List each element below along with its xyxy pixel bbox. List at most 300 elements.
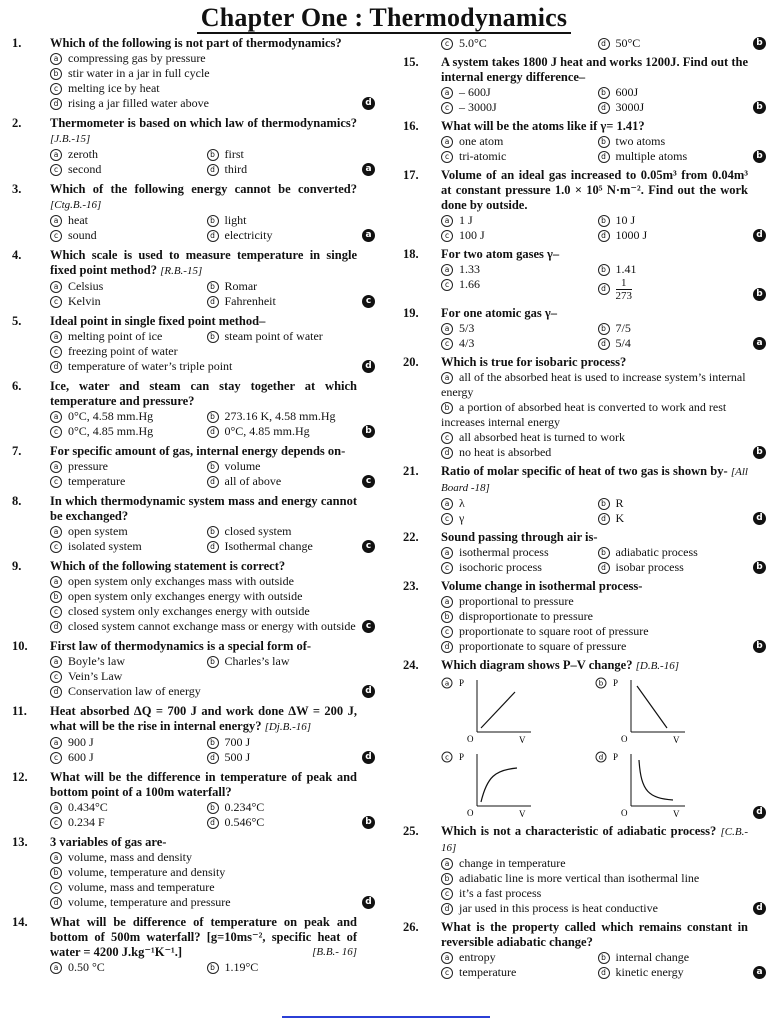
question-text-content: For specific amount of gas, internal energy depends on- xyxy=(50,444,346,458)
page-title xyxy=(0,3,768,33)
answer-badge: b xyxy=(753,288,766,301)
option-item[interactable] xyxy=(441,594,748,609)
option-marker-icon: d xyxy=(598,338,610,350)
option-marker-icon: c xyxy=(50,296,62,308)
option-text: Fahrenheit xyxy=(224,294,276,308)
option-item[interactable] xyxy=(207,279,358,294)
option-marker-icon: c xyxy=(441,338,453,350)
option-marker-icon: a xyxy=(50,737,62,749)
option-item[interactable] xyxy=(207,213,358,228)
option-text: freezing point of water xyxy=(68,344,178,358)
option-item[interactable] xyxy=(50,895,357,910)
question-text xyxy=(50,639,357,654)
option-item[interactable] xyxy=(50,162,201,177)
right-column xyxy=(403,36,763,984)
option-text: Vein’s Law xyxy=(68,669,123,683)
option-marker-icon: b xyxy=(207,461,219,473)
option-text: no heat is absorbed xyxy=(459,445,552,459)
option-item[interactable] xyxy=(441,100,592,115)
question-text xyxy=(50,559,357,574)
option-item[interactable] xyxy=(207,228,358,243)
option-item[interactable] xyxy=(441,445,748,460)
option-marker-icon: c xyxy=(441,432,453,444)
option-item[interactable] xyxy=(598,213,749,228)
question-number: 2. xyxy=(12,116,22,130)
option-text: isothermal process xyxy=(459,545,549,559)
option-item[interactable] xyxy=(50,604,357,619)
option-item[interactable] xyxy=(50,654,201,669)
option-marker-icon: a xyxy=(50,576,62,588)
question-text-content: Which diagram shows P–V change? xyxy=(441,658,633,672)
option-item[interactable] xyxy=(50,294,201,309)
option-marker-icon: c xyxy=(50,882,62,894)
option-item[interactable] xyxy=(207,294,358,309)
options-list xyxy=(441,950,748,980)
option-marker-icon: d xyxy=(207,164,219,176)
option-item[interactable] xyxy=(598,134,749,149)
option-item[interactable] xyxy=(441,277,592,302)
question-text xyxy=(50,915,357,960)
option-marker-icon: c xyxy=(50,541,62,553)
question-text xyxy=(441,824,748,856)
option-item[interactable] xyxy=(441,886,748,901)
question-number: 3. xyxy=(12,182,22,196)
option-item[interactable] xyxy=(207,654,358,669)
option-marker-icon: c xyxy=(50,426,62,438)
option-item[interactable] xyxy=(50,51,357,66)
options-list xyxy=(441,321,748,351)
svg-text:P: P xyxy=(612,752,618,762)
option-text: Boyle’s law xyxy=(68,654,125,668)
option-marker-icon: d xyxy=(207,541,219,553)
option-item[interactable] xyxy=(598,149,749,164)
option-text: 1 J xyxy=(459,213,473,227)
option-item[interactable] xyxy=(598,950,749,965)
option-item[interactable] xyxy=(50,459,201,474)
option-text: rising a jar filled water above xyxy=(68,96,209,110)
option-item[interactable] xyxy=(441,213,592,228)
option-marker-icon: c xyxy=(50,83,62,95)
question-item xyxy=(403,36,763,51)
option-item[interactable] xyxy=(207,539,358,554)
pv-graph-option[interactable] xyxy=(595,676,749,746)
question-number: 21. xyxy=(403,464,419,478)
option-item[interactable] xyxy=(441,511,592,526)
question-text-content: Volume change in isothermal process- xyxy=(441,579,643,593)
option-item[interactable] xyxy=(441,950,592,965)
option-item[interactable] xyxy=(50,409,201,424)
answer-badge: d xyxy=(362,896,375,909)
fraction-numerator: 1 xyxy=(616,277,633,290)
question-number: 1. xyxy=(12,36,22,50)
option-item[interactable] xyxy=(207,329,358,344)
option-text: – 3000J xyxy=(459,100,497,114)
question-item xyxy=(403,824,763,916)
options-list xyxy=(441,545,748,575)
option-text: all of above xyxy=(224,474,282,488)
option-marker-icon: b xyxy=(598,323,610,335)
option-item[interactable] xyxy=(50,589,357,604)
option-item[interactable] xyxy=(441,430,748,445)
option-item[interactable] xyxy=(50,850,357,865)
option-item[interactable] xyxy=(50,424,201,439)
option-item[interactable] xyxy=(207,147,358,162)
svg-text:V: V xyxy=(519,735,526,745)
question-text xyxy=(50,36,357,51)
option-item[interactable] xyxy=(207,815,358,830)
option-item[interactable] xyxy=(50,147,201,162)
answer-badge: d xyxy=(753,512,766,525)
question-text xyxy=(441,658,748,674)
option-marker-icon: d xyxy=(598,38,610,50)
option-item[interactable] xyxy=(50,880,357,895)
option-item[interactable] xyxy=(441,149,592,164)
option-item[interactable] xyxy=(207,162,358,177)
question-item xyxy=(12,314,372,374)
option-item[interactable] xyxy=(598,36,749,51)
option-item[interactable] xyxy=(598,100,749,115)
option-marker-icon: a xyxy=(441,858,453,870)
question-number: 6. xyxy=(12,379,22,393)
question-text xyxy=(50,248,357,279)
option-text: 0.234°C xyxy=(224,800,265,814)
option-marker-icon: c xyxy=(50,606,62,618)
option-item[interactable] xyxy=(598,228,749,243)
question-number: 25. xyxy=(403,824,419,838)
option-text: Conservation law of energy xyxy=(68,684,201,698)
option-marker-icon: b xyxy=(207,149,219,161)
option-item[interactable] xyxy=(441,871,748,886)
option-text: Kelvin xyxy=(68,294,101,308)
option-marker-icon: d xyxy=(50,361,62,373)
option-text: two atoms xyxy=(615,134,666,148)
pv-diagram-options xyxy=(441,676,748,820)
option-marker-icon: a xyxy=(441,372,453,384)
question-number: 5. xyxy=(12,314,22,328)
pv-graph-option[interactable] xyxy=(595,750,749,820)
pv-graph xyxy=(441,750,551,820)
option-item[interactable] xyxy=(50,960,201,975)
question-number: 16. xyxy=(403,119,419,133)
options-list xyxy=(50,213,357,243)
option-item[interactable] xyxy=(441,321,592,336)
option-item[interactable] xyxy=(598,511,749,526)
option-item[interactable] xyxy=(207,474,358,489)
answer-badge: d xyxy=(362,685,375,698)
option-text: closed system only exchanges energy with outside xyxy=(68,604,310,618)
question-item xyxy=(403,247,763,302)
option-item[interactable] xyxy=(441,496,592,511)
option-text: λ xyxy=(459,496,465,510)
option-item[interactable] xyxy=(50,669,357,684)
svg-text:O: O xyxy=(620,808,627,818)
question-item xyxy=(403,530,763,575)
option-item[interactable] xyxy=(441,609,748,624)
question-source: [D.B.-16] xyxy=(635,660,679,672)
option-text: adiabatic line is more vertical than isothermal line xyxy=(459,871,700,885)
question-item xyxy=(12,494,372,554)
option-text: 0.50 °C xyxy=(68,960,105,974)
option-text: 273.16 K, 4.58 mm.Hg xyxy=(224,409,336,423)
option-item[interactable] xyxy=(50,524,201,539)
fraction-denominator: 273 xyxy=(615,290,632,302)
option-marker-icon: c xyxy=(441,230,453,242)
option-text: light xyxy=(224,213,247,227)
footer-link-line[interactable] xyxy=(282,1016,490,1018)
option-item[interactable] xyxy=(441,624,748,639)
question-number: 23. xyxy=(403,579,419,593)
option-marker-icon: a xyxy=(50,461,62,473)
option-item[interactable] xyxy=(50,279,201,294)
question-text xyxy=(441,55,748,85)
options-list xyxy=(50,279,357,309)
option-text: adiabatic process xyxy=(615,545,698,559)
options-list xyxy=(441,134,748,164)
option-item[interactable] xyxy=(50,865,357,880)
option-item[interactable] xyxy=(441,901,748,916)
option-item[interactable] xyxy=(50,66,357,81)
svg-text:d: d xyxy=(598,753,603,762)
option-item[interactable] xyxy=(441,85,592,100)
option-item[interactable] xyxy=(598,965,749,980)
options-list xyxy=(50,735,357,765)
svg-text:a: a xyxy=(444,679,450,688)
answer-badge: b xyxy=(753,37,766,50)
option-item[interactable] xyxy=(598,85,749,100)
option-item[interactable] xyxy=(50,684,357,699)
option-marker-icon: a xyxy=(50,149,62,161)
question-text xyxy=(50,494,357,524)
option-item[interactable] xyxy=(441,400,748,430)
question-text-content: 3 variables of gas are- xyxy=(50,835,167,849)
option-marker-icon: b xyxy=(207,215,219,227)
question-number: 12. xyxy=(12,770,28,784)
option-item[interactable] xyxy=(207,750,358,765)
option-marker-icon: d xyxy=(50,897,62,909)
option-text: heat xyxy=(68,213,88,227)
answer-badge: d xyxy=(362,360,375,373)
option-text: multiple atoms xyxy=(615,149,688,163)
option-marker-icon: a xyxy=(441,87,453,99)
question-text-content: In which thermodynamic system mass and energy cannot be exchanged? xyxy=(50,494,357,523)
option-text: stir water in a jar in full cycle xyxy=(68,66,210,80)
option-item[interactable] xyxy=(207,409,358,424)
answer-badge: b xyxy=(753,150,766,163)
option-item[interactable] xyxy=(441,370,748,400)
option-item[interactable] xyxy=(441,336,592,351)
option-item[interactable] xyxy=(50,750,201,765)
question-item xyxy=(403,579,763,654)
answer-badge: d xyxy=(753,229,766,242)
option-text: sound xyxy=(68,228,97,242)
option-item[interactable] xyxy=(441,639,748,654)
option-marker-icon: d xyxy=(441,447,453,459)
option-marker-icon: d xyxy=(207,752,219,764)
option-text: 0°C, 4.58 mm.Hg xyxy=(68,409,154,423)
option-marker-icon: d xyxy=(207,296,219,308)
option-marker-icon: a xyxy=(50,215,62,227)
option-marker-icon: c xyxy=(50,671,62,683)
question-text xyxy=(441,530,748,545)
options-list xyxy=(50,524,357,554)
question-text-content: Sound passing through air is- xyxy=(441,530,598,544)
option-marker-icon: d xyxy=(207,230,219,242)
option-item[interactable] xyxy=(441,228,592,243)
option-item[interactable] xyxy=(598,560,749,575)
question-text-content: Which of the following is not part of thermodynamics? xyxy=(50,36,342,50)
option-text: steam point of water xyxy=(224,329,323,343)
option-marker-icon: b xyxy=(207,281,219,293)
question-number: 19. xyxy=(403,306,419,320)
option-marker-icon: a xyxy=(50,53,62,65)
option-item[interactable] xyxy=(441,856,748,871)
option-item[interactable] xyxy=(50,359,357,374)
option-item[interactable] xyxy=(441,36,592,51)
svg-text:O: O xyxy=(467,808,474,818)
question-item xyxy=(403,306,763,351)
option-item[interactable] xyxy=(50,735,201,750)
option-item[interactable] xyxy=(207,524,358,539)
option-item[interactable] xyxy=(50,344,357,359)
option-marker-icon: b xyxy=(50,591,62,603)
option-marker-icon: c xyxy=(50,476,62,488)
question-text-content: Which is true for isobaric process? xyxy=(441,355,627,369)
option-item[interactable] xyxy=(598,545,749,560)
option-item[interactable] xyxy=(207,800,358,815)
svg-text:P: P xyxy=(612,678,618,688)
option-marker-icon: d xyxy=(598,562,610,574)
option-item[interactable] xyxy=(441,545,592,560)
question-number: 18. xyxy=(403,247,419,261)
svg-text:O: O xyxy=(467,734,474,744)
option-item[interactable] xyxy=(50,228,201,243)
option-text: 5.0°C xyxy=(459,36,487,50)
question-text xyxy=(50,770,357,800)
option-text: Charles’s law xyxy=(224,654,290,668)
options-list xyxy=(441,856,748,916)
option-item[interactable] xyxy=(598,321,749,336)
answer-badge: b xyxy=(362,425,375,438)
option-text: 1000 J xyxy=(615,228,648,242)
question-number: 20. xyxy=(403,355,419,369)
option-item[interactable] xyxy=(207,424,358,439)
option-marker-icon: d xyxy=(441,641,453,653)
option-text: 1.66 xyxy=(459,277,480,291)
option-item[interactable] xyxy=(50,800,201,815)
option-marker-icon: b xyxy=(207,656,219,668)
answer-badge: b xyxy=(362,816,375,829)
option-text: proportionate to square of pressure xyxy=(459,639,627,653)
option-item[interactable] xyxy=(50,539,201,554)
option-item[interactable] xyxy=(598,496,749,511)
options-list xyxy=(441,85,748,115)
option-marker-icon: d xyxy=(598,151,610,163)
option-marker-icon: a xyxy=(50,281,62,293)
question-number: 22. xyxy=(403,530,419,544)
option-item[interactable] xyxy=(441,965,592,980)
question-text xyxy=(50,182,357,213)
fraction xyxy=(616,277,633,302)
svg-text:V: V xyxy=(672,809,679,819)
option-marker-icon: b xyxy=(50,867,62,879)
option-item[interactable] xyxy=(441,134,592,149)
option-item[interactable] xyxy=(598,336,749,351)
option-item[interactable] xyxy=(50,815,201,830)
option-item[interactable] xyxy=(50,96,357,111)
option-text: melting ice by heat xyxy=(68,81,160,95)
option-marker-icon: d xyxy=(598,230,610,242)
question-item xyxy=(12,36,372,111)
option-marker-icon: a xyxy=(441,264,453,276)
option-item[interactable] xyxy=(207,735,358,750)
option-text: 0.434°C xyxy=(68,800,108,814)
option-item[interactable] xyxy=(50,213,201,228)
option-item[interactable] xyxy=(441,262,592,277)
option-item[interactable] xyxy=(50,474,201,489)
option-marker-icon: d xyxy=(207,476,219,488)
option-marker-icon: d xyxy=(207,426,219,438)
option-item[interactable] xyxy=(598,262,749,277)
option-text: all absorbed heat is turned to work xyxy=(459,430,625,444)
option-text: temperature xyxy=(459,965,517,979)
option-text: kinetic energy xyxy=(615,965,684,979)
question-number: 17. xyxy=(403,168,419,182)
option-text: 1.33 xyxy=(459,262,480,276)
option-text: volume, temperature and pressure xyxy=(68,895,231,909)
option-item[interactable] xyxy=(441,560,592,575)
option-marker-icon: d xyxy=(50,621,62,633)
options-list xyxy=(441,496,748,526)
question-text xyxy=(441,306,748,321)
svg-text:V: V xyxy=(519,809,526,819)
option-item[interactable] xyxy=(598,277,749,302)
question-text xyxy=(441,247,748,262)
option-text: Isothermal change xyxy=(224,539,313,553)
option-marker-icon: c xyxy=(441,967,453,979)
option-text: temperature xyxy=(68,474,126,488)
question-text-content: Thermometer is based on which law of thermodynamics? xyxy=(50,116,357,130)
option-item[interactable] xyxy=(207,459,358,474)
option-item[interactable] xyxy=(207,960,358,975)
pv-graph-option[interactable] xyxy=(441,750,595,820)
option-text: entropy xyxy=(459,950,496,964)
options-list xyxy=(50,574,357,634)
option-item[interactable] xyxy=(50,619,357,634)
option-marker-icon: c xyxy=(50,817,62,829)
question-item xyxy=(12,835,372,910)
pv-graph-option[interactable] xyxy=(441,676,595,746)
option-item[interactable] xyxy=(50,81,357,96)
question-text-content: Ice, water and steam can stay together at which temperature and pressure? xyxy=(50,379,357,408)
question-text xyxy=(441,579,748,594)
option-marker-icon: d xyxy=(598,102,610,114)
question-item xyxy=(12,248,372,309)
option-text: change in temperature xyxy=(459,856,566,870)
question-number: 7. xyxy=(12,444,22,458)
option-text: 50°C xyxy=(615,36,641,50)
question-item xyxy=(403,55,763,115)
option-marker-icon: d xyxy=(598,513,610,525)
options-list xyxy=(441,594,748,654)
option-item[interactable] xyxy=(50,574,357,589)
option-marker-icon: a xyxy=(441,547,453,559)
option-marker-icon: d xyxy=(50,686,62,698)
option-text: all of the absorbed heat is used to increase system’s internal energy xyxy=(441,370,746,399)
option-marker-icon: b xyxy=(207,802,219,814)
option-text: open system xyxy=(68,524,128,538)
option-text: temperature of water’s triple point xyxy=(68,359,233,373)
option-item[interactable] xyxy=(50,329,201,344)
